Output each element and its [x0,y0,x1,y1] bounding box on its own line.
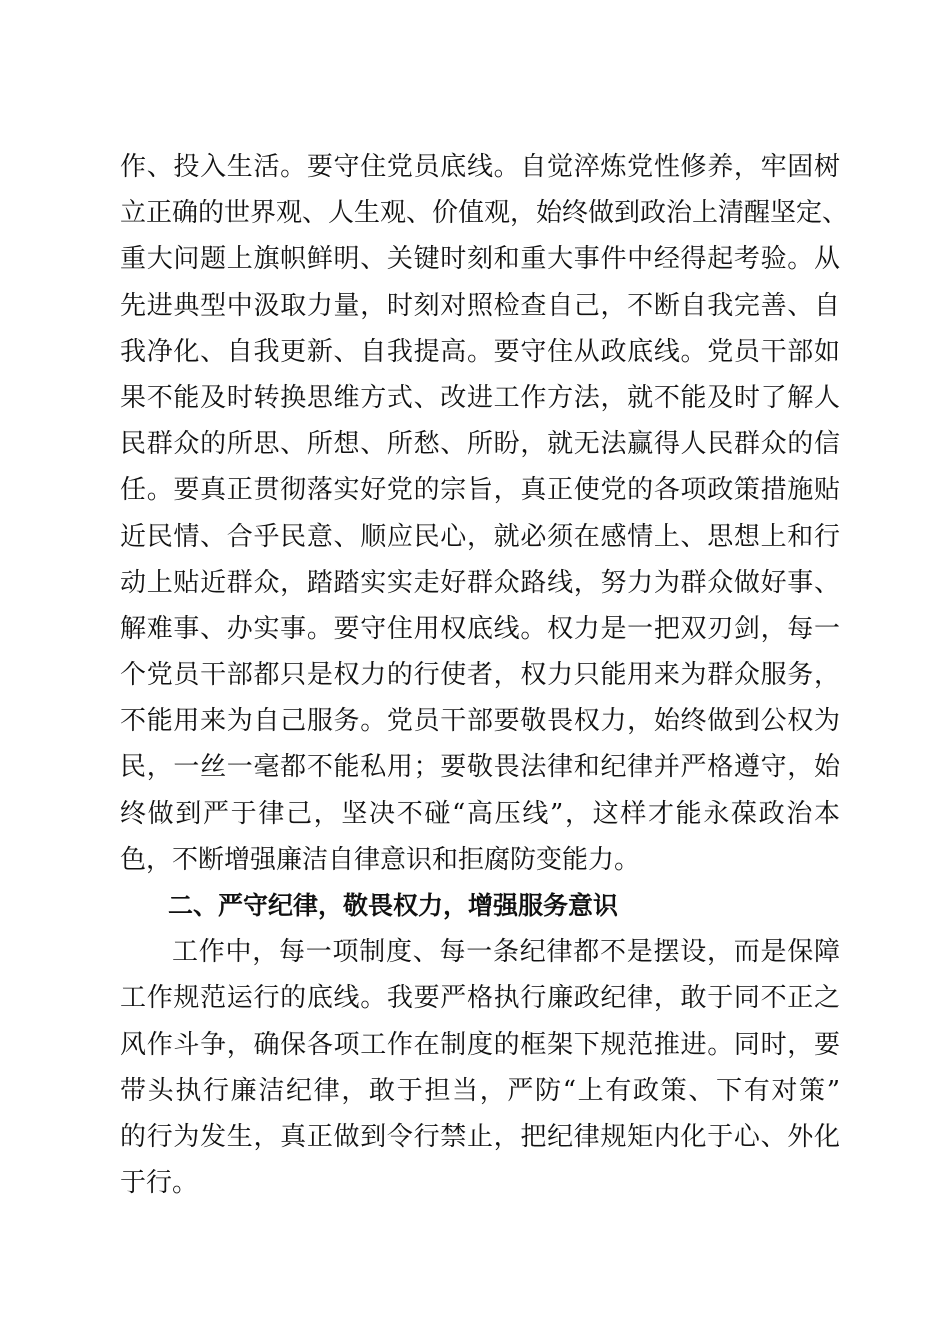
paragraph-line: 带头执行廉洁纪律，敢于担当，严防“上有政策、下有对策” [120,1075,840,1106]
paragraph-line: 果不能及时转换思维方式、改进工作方法，就不能及时了解人 [120,382,840,413]
paragraph-line: 个党员干部都只是权力的行使者，权力只能用来为群众服务， [120,660,840,691]
paragraph-line: 任。要真正贯彻落实好党的宗旨，真正使党的各项政策措施贴 [120,475,840,506]
document-body [120,144,849,1206]
paragraph-line: 民，一丝一毫都不能私用；要敬畏法律和纪律并严格遵守，始 [120,752,840,783]
paragraph-line: 重大问题上旗帜鲜明、关键时刻和重大事件中经得起考验。从 [120,244,840,275]
paragraph-line: 工作规范运行的底线。我要严格执行廉政纪律，敢于同不正之 [120,983,840,1014]
paragraph-line: 色，不断增强廉洁自律意识和拒腐防变能力。 [120,844,641,875]
paragraph-line: 工作中，每一项制度、每一条纪律都不是摆设，而是保障 [172,937,840,968]
section-heading: 二、严守纪律，敬畏权力，增强服务意识 [168,891,619,920]
paragraph-line: 解难事、办实事。要守住用权底线。权力是一把双刃剑，每一 [120,613,840,644]
paragraph-line: 立正确的世界观、人生观、价值观，始终做到政治上清醒坚定、 [120,198,849,229]
paragraph-line: 的行为发生，真正做到令行禁止，把纪律规矩内化于心、外化 [120,1121,840,1152]
paragraph-line: 作、投入生活。要守住党员底线。自觉淬炼党性修养，牢固树 [120,152,840,182]
paragraph-line: 我净化、自我更新、自我提高。要守住从政底线。党员干部如 [120,336,840,367]
paragraph-line: 于行。 [120,1168,199,1199]
paragraph-line: 先进典型中汲取力量，时刻对照检查自己，不断自我完善、自 [120,290,840,321]
paragraph-line: 风作斗争，确保各项工作在制度的框架下规范推进。同时，要 [120,1029,840,1060]
paragraph-line: 近民情、合乎民意、顺应民心，就必须在感情上、思想上和行 [120,521,840,552]
paragraph-line: 民群众的所思、所想、所愁、所盼，就无法赢得人民群众的信 [120,429,840,460]
paragraph-line: 不能用来为自己服务。党员干部要敬畏权力，始终做到公权为 [120,706,840,737]
paragraph-line: 动上贴近群众，踏踏实实走好群众路线，努力为群众做好事、 [120,567,840,598]
paragraph-line: 终做到严于律己，坚决不碰“高压线”，这样才能永葆政治本 [120,798,840,829]
